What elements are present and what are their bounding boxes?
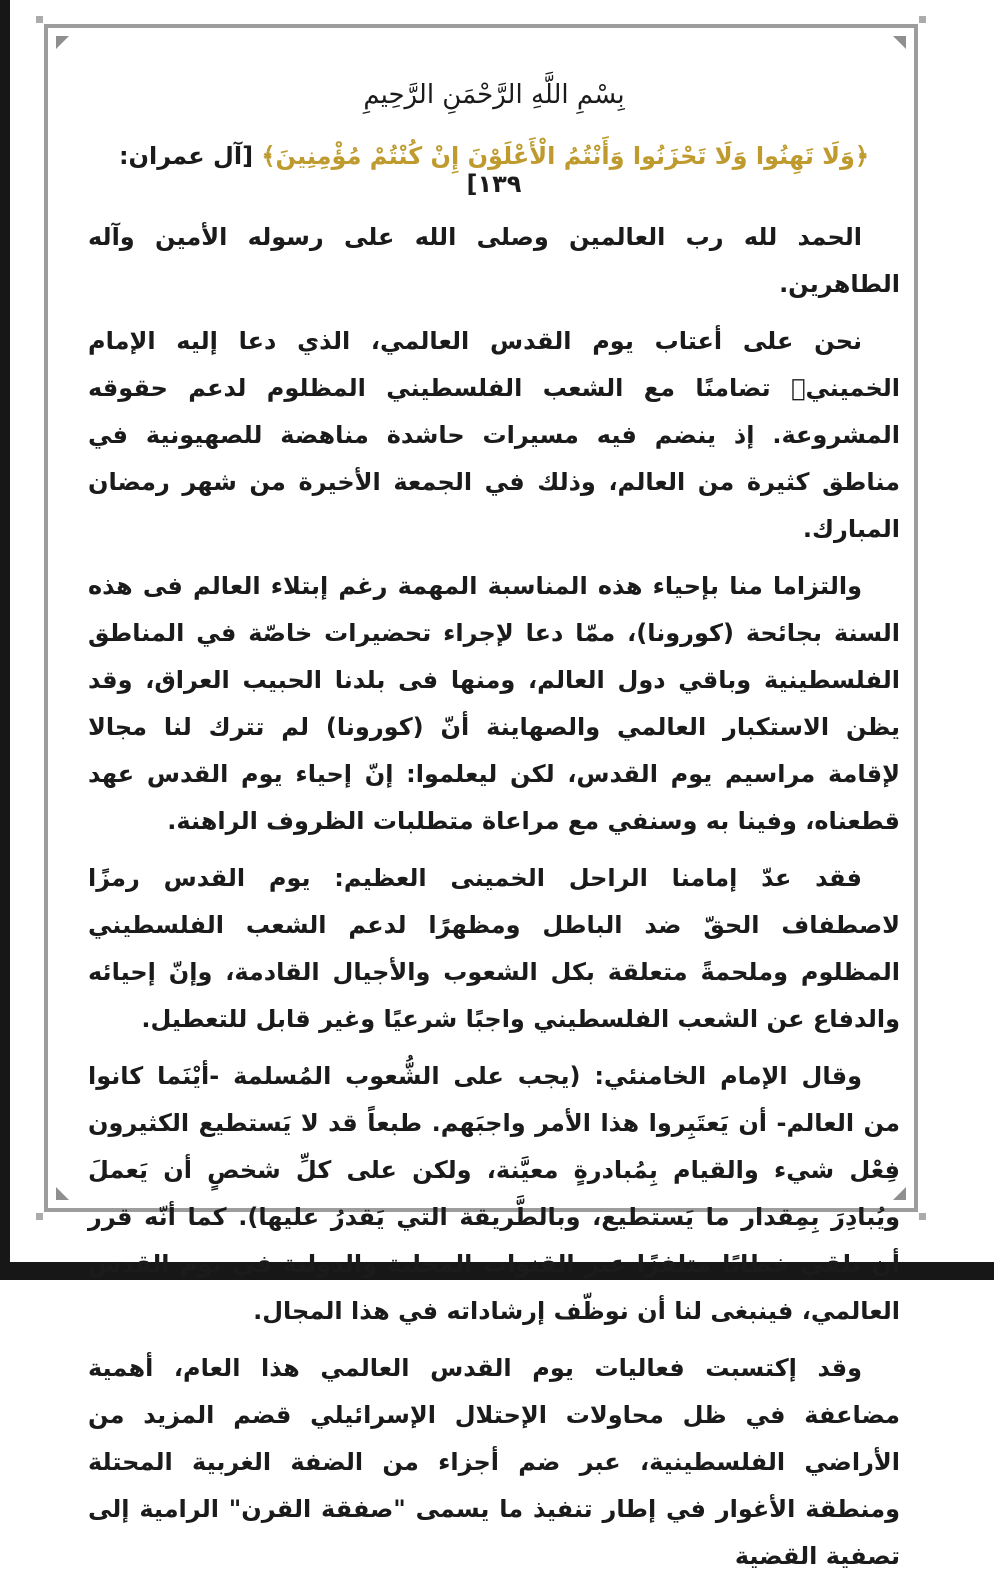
corner-square-icon xyxy=(919,1213,926,1220)
body-paragraph: نحن على أعتاب يوم القدس العالمي، الذي دعا إليه الإمام الخمينيؓ تضامنًا مع الشعب الفلسطيني المظلوم لدعم حقوقه المشروعة. إذ ينضم فيه مسيرات حاشدة مناهضة للصهيونية في مناطق كثيرة من العالم، وذلك في الجمعة الأخيرة من شهر رمضان المبارك. xyxy=(88,327,900,543)
corner-square-icon xyxy=(36,16,43,23)
corner-square-icon xyxy=(36,1213,43,1220)
scan-left-edge xyxy=(0,0,10,1280)
corner-square-icon xyxy=(919,16,926,23)
opening-praise: الحمد لله رب العالمين وصلى الله على رسوله الأمين وآله الطاهرين. xyxy=(88,223,900,298)
quran-verse-line xyxy=(88,142,900,198)
document-body xyxy=(48,28,914,1590)
quran-verse: ﴿وَلَا تَهِنُوا وَلَا تَحْزَنُوا وَأَنْتُمُ الْأَعْلَوْنَ إِنْ كُنْتُمْ مُؤْمِنِينَ﴾ xyxy=(261,142,870,170)
body-paragraph: فقد عدّ إمامنا الراحل الخمينى العظيم: يوم القدس رمزًا لاصطفاف الحقّ ضد الباطل ومظهرًا لدعم الشعب الفلسطيني المظلوم وملحمةً متعلقة بكل الشعوب والأجيال القادمة، وإنّ إحيائه والدفاع عن الشعب الفلسطيني واجبًا شرعيًا وغير قابل للتعطيل. xyxy=(88,864,900,1033)
body-paragraph: وقد إكتسبت فعاليات يوم القدس العالمي هذا العام، أهمية مضاعفة في ظل محاولات الإحتلال الإسرائيلي قضم المزيد من الأراضي الفلسطينية، عبر ضم أجزاء من الضفة الغربية المحتلة ومنطقة الأغوار في إطار تنفيذ ما يسمى "صفقة القرن" الرامية إلى تصفية القضية xyxy=(88,1354,900,1570)
body-paragraph: والتزاما منا بإحياء هذه المناسبة المهمة رغم إبتلاء العالم فى هذه السنة بجائحة (كورونا)، ممّا دعا لإجراء تحضيرات خاصّة في المناطق الفلسطينية وباقي دول العالم، ومنها فى بلدنا الحبيب العراق، وقد يظن الاستكبار العالمي والصهاينة أنّ (كورونا) لم تترك لنا مجالا لإقامة مراسيم يوم القدس، لكن ليعلموا: إنّ إحياء يوم القدس عهد قطعناه، وفينا به وسنفي مع مراعاة متطلبات الظروف الراهنة. xyxy=(88,572,900,835)
verse-reference: [آل عمران: ١٣٩] xyxy=(118,142,522,198)
body-paragraph: وقال الإمام الخامنئي: (يجب على الشُّعوب المُسلمة -أيْنَما كانوا من العالم- أن يَعتَبِروا هذا الأمر واجبَهم. طبعاً قد لا يَستطيع الكثيرون فِعْل شيء والقيام بِمُبادرةٍ معيَّنة، ولكن على كلِّ شخصٍ أن يَعملَ ويُبادِرَ بِمِقدار ما يَستطيع، وبالطَّريقة التي يَقدرُ عليها). كما أنّه قرر أن يلقي خطابًا متلفزًا عبر القنوات المحلية والدولية في يوم القدس العالمي، فينبغى لنا أن نوظّف إرشاداته في هذا المجال. xyxy=(88,1062,900,1325)
bismillah: بِسْمِ اللَّهِ الرَّحْمَنِ الرَّحِيمِ xyxy=(363,80,625,110)
